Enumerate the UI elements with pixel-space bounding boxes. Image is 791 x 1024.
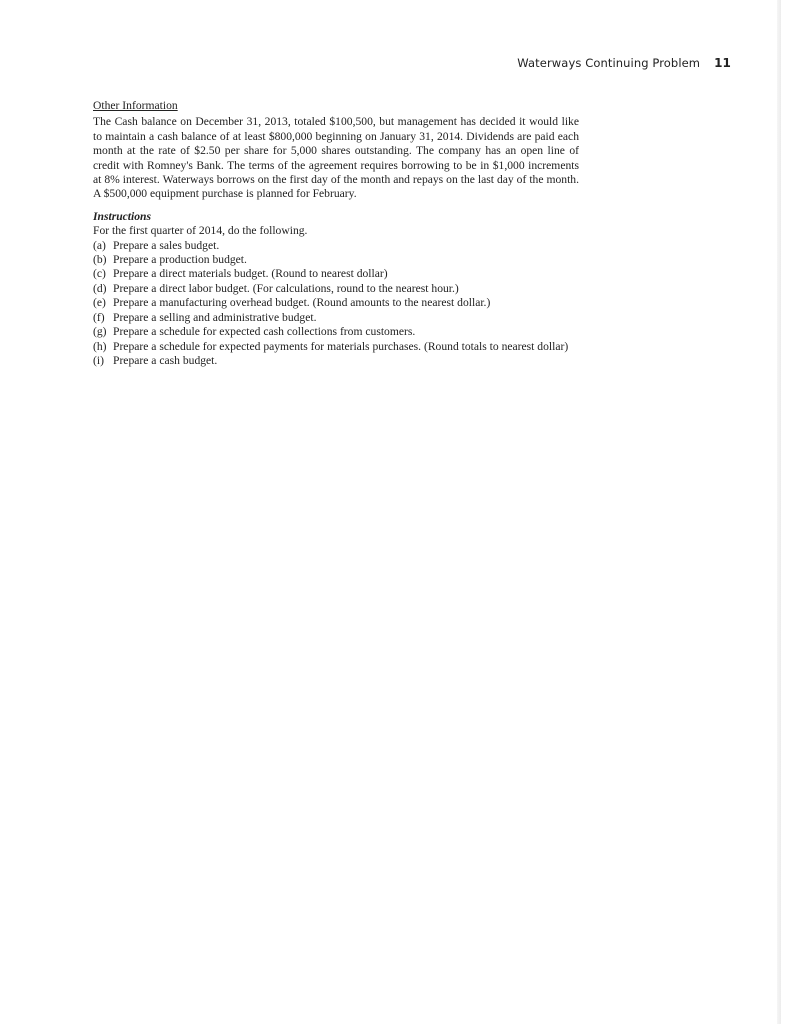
instructions-heading: Instructions bbox=[93, 209, 151, 223]
instruction-text: Prepare a schedule for expected payments for materials purchases. (Round totals to nearest dollar) bbox=[113, 339, 569, 353]
instructions-intro: For the first quarter of 2014, do the following. bbox=[93, 224, 308, 238]
instruction-letter: (i) bbox=[93, 353, 104, 367]
instruction-item-h bbox=[93, 340, 579, 354]
instructions-list bbox=[93, 239, 579, 369]
instruction-letter: (h) bbox=[93, 339, 107, 353]
instruction-letter: (c) bbox=[93, 267, 106, 281]
instruction-letter: (g) bbox=[93, 325, 107, 339]
instruction-item-c bbox=[93, 267, 579, 281]
instruction-item-a bbox=[93, 239, 579, 253]
instruction-letter: (f) bbox=[93, 310, 105, 324]
instruction-text: Prepare a sales budget. bbox=[113, 238, 220, 252]
instruction-item-d bbox=[93, 282, 579, 296]
instruction-text: Prepare a schedule for expected cash collections from customers. bbox=[113, 325, 416, 339]
page-content bbox=[93, 99, 579, 368]
page-number: 11 bbox=[714, 56, 731, 70]
instruction-text: Prepare a cash budget. bbox=[113, 353, 218, 367]
instruction-letter: (e) bbox=[93, 296, 106, 310]
instruction-text: Prepare a production budget. bbox=[113, 253, 247, 267]
instruction-item-i bbox=[93, 354, 579, 368]
instruction-letter: (a) bbox=[93, 238, 106, 252]
cash-balance-paragraph: The Cash balance on December 31, 2013, totaled $100,500, but management has decided it would like to maintain a cash balance of at least $800,000 beginning on January 31, 2014. Dividends are paid each month at the rate of $2.50 per share for 5,000 shares outstanding. The company has an open line of credit with Romney's Bank. The terms of the agreement requires borrowing to be in $1,000 increments at 8% interest. Waterways borrows on the first day of the month and repays on the last day of the month. A $500,000 equipment purchase is planned for February. bbox=[93, 115, 579, 201]
instruction-letter: (d) bbox=[93, 281, 107, 295]
instruction-text: Prepare a direct materials budget. (Round to nearest dollar) bbox=[113, 267, 388, 281]
running-header bbox=[380, 56, 731, 70]
page-edge-shadow bbox=[777, 0, 781, 1024]
instruction-item-e bbox=[93, 296, 579, 310]
section-heading-other-information: Other Information bbox=[93, 99, 178, 112]
running-title: Waterways Continuing Problem bbox=[517, 56, 701, 70]
instruction-text: Prepare a direct labor budget. (For calculations, round to the nearest hour.) bbox=[113, 281, 459, 295]
instruction-item-f bbox=[93, 311, 579, 325]
instruction-letter: (b) bbox=[93, 253, 107, 267]
instruction-text: Prepare a manufacturing overhead budget. (Round amounts to the nearest dollar.) bbox=[113, 296, 491, 310]
instruction-item-g bbox=[93, 325, 579, 339]
instruction-item-b bbox=[93, 253, 579, 267]
instruction-text: Prepare a selling and administrative budget. bbox=[113, 310, 317, 324]
